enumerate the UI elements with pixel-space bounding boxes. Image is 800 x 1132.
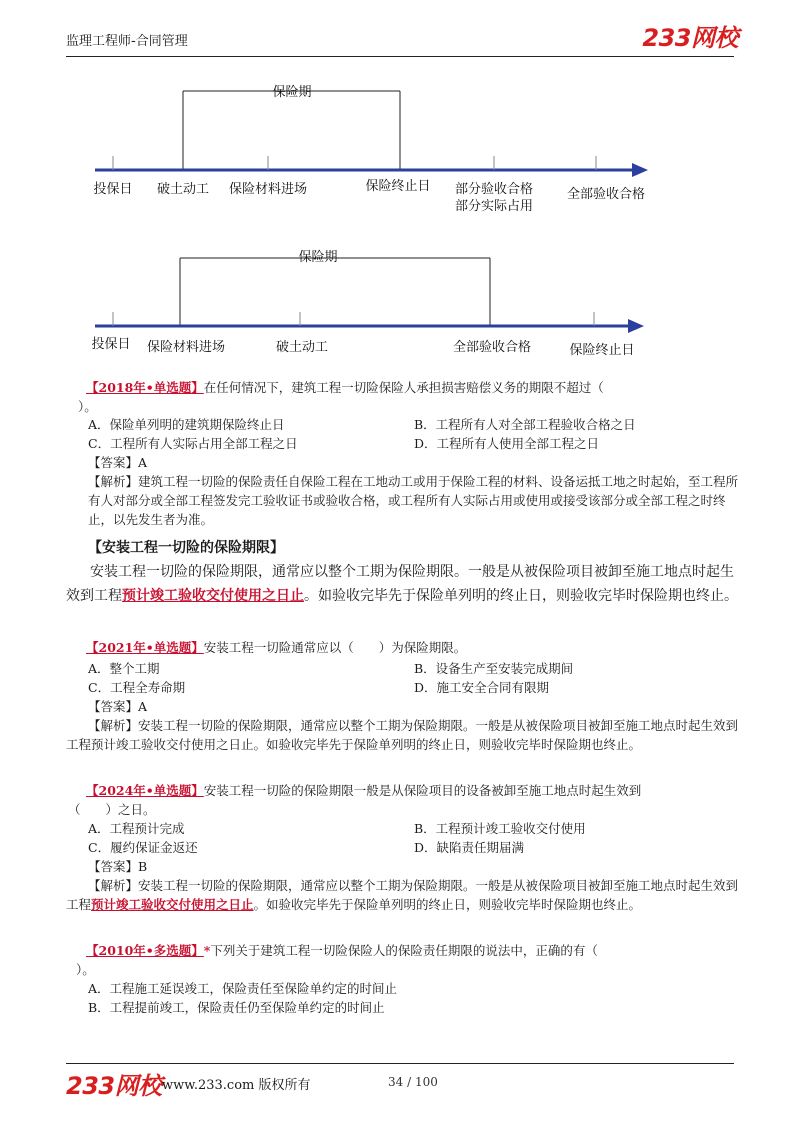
answer: 【答案】B xyxy=(88,859,148,874)
question-2018 xyxy=(86,378,726,397)
option-b: B．工程所有人对全部工程验收合格之日 xyxy=(414,417,636,432)
paragraph-text: 。如验收完毕先于保险单列明的终止日，则验收完毕时保险期也终止。 xyxy=(304,588,738,604)
star-mark: * xyxy=(203,943,211,958)
analysis: 【解析】建筑工程一切险的保险责任自保险工程在工地动工或用于保险工程的材料、设备运抵工地之时起始，至工程所有人对部分或全部工程签发完工验收证书或验收合格，或工程所有人实际占用或使用或接受该部分或全部工程之时终止，以先发生者为准。 xyxy=(88,474,739,527)
section-heading: 【安装工程一切险的保险期限】 xyxy=(88,540,284,556)
watermark xyxy=(295,407,308,417)
timeline-arrow-head xyxy=(632,163,648,177)
question-stem-end: ）。 xyxy=(76,962,95,977)
footer-logo: 233网校 xyxy=(66,1072,162,1100)
option-c: C．履约保证金返还 xyxy=(88,840,198,855)
timeline-label: 部分验收合格 xyxy=(454,182,534,197)
page-number: 34 / 100 xyxy=(388,1075,438,1089)
period-label: 保险期 xyxy=(298,250,338,265)
document-header-title: 监理工程师-合同管理 xyxy=(66,34,188,49)
question-stem: 下列关于建筑工程一切险保险人的保险责任期限的说法中，正确的有（ xyxy=(210,943,598,958)
question-tag: 【2018年•单选题】 xyxy=(86,380,204,395)
timeline-label: 破土动工 xyxy=(156,182,210,197)
option-d: D．缺陷责任期届满 xyxy=(414,840,525,855)
timeline-label: 破土动工 xyxy=(275,340,329,355)
option-a: A．工程施工延误竣工，保险责任至保险单约定的时间止 xyxy=(88,981,398,996)
question-2024 xyxy=(86,781,742,800)
question-2021 xyxy=(86,638,736,657)
footer-site: www.233.com 版权所有 xyxy=(162,1078,311,1093)
question-stem-end: ）。 xyxy=(78,399,97,414)
brand-logo: 233网校 xyxy=(642,24,738,52)
timeline-label: 投保日 xyxy=(93,182,133,197)
option-b: B．工程提前竣工，保险责任仍至保险单约定的时间止 xyxy=(88,1000,385,1015)
question-stem: 安装工程一切险通常应以（ ）为保险期限。 xyxy=(203,640,467,655)
analysis-text: 【解析】安装工程一切险的保险期限，通常应以整个工期为保险期限。一般是从被保险项目被卸至施工地点时起生效到工程 xyxy=(66,878,739,912)
option-a: A．保险单列明的建筑期保险终止日 xyxy=(88,417,285,432)
analysis xyxy=(66,876,742,914)
timeline-label: 全部验收合格 xyxy=(452,340,532,355)
analysis-highlight: 预计竣工验收交付使用之日止 xyxy=(91,897,254,912)
question-tag: 【2024年•单选题】 xyxy=(86,783,204,798)
option-a: A．工程预计完成 xyxy=(88,821,185,836)
timeline-label: 部分实际占用 xyxy=(454,199,534,214)
question-tag: 【2010年•多选题】 xyxy=(86,943,204,958)
timeline-label: 保险终止日 xyxy=(569,343,635,358)
question-stem: 安装工程一切险的保险期限一般是从保险项目的设备被卸至施工地点时起生效到 xyxy=(203,783,642,798)
option-d: D．工程所有人使用全部工程之日 xyxy=(414,436,600,451)
timeline-label: 全部验收合格 xyxy=(566,187,646,202)
timeline-label: 保险材料进场 xyxy=(228,182,308,197)
header-divider xyxy=(66,56,734,57)
footer-divider xyxy=(66,1063,734,1064)
timeline-label: 保险材料进场 xyxy=(146,340,226,355)
question-tag: 【2021年•单选题】 xyxy=(86,640,204,655)
option-b: B．设备生产至安装完成期间 xyxy=(414,661,574,676)
period-label: 保险期 xyxy=(272,85,312,100)
option-c: C．工程全寿命期 xyxy=(88,680,186,695)
question-stem-end: （ ）之日。 xyxy=(68,802,156,817)
timeline-label: 投保日 xyxy=(91,337,131,352)
timeline-label: 保险终止日 xyxy=(365,179,431,194)
option-b: B．工程预计竣工验收交付使用 xyxy=(414,821,586,836)
answer: 【答案】A xyxy=(88,455,148,470)
analysis-text: 。如验收完毕先于保险单列明的终止日，则验收完毕时保险期也终止。 xyxy=(253,897,642,912)
option-c: C．工程所有人实际占用全部工程之日 xyxy=(88,436,298,451)
paragraph-highlight: 预计竣工验收交付使用之日止 xyxy=(122,588,304,604)
answer: 【答案】A xyxy=(88,699,148,714)
option-d: D．施工安全合同有限期 xyxy=(414,680,550,695)
option-a: A．整个工期 xyxy=(88,661,160,676)
timeline-diagram-1 xyxy=(0,70,800,220)
paragraph-text: 安装工程一切险的保险期限，通常应以整个工期为保险期限。一般是从被保险项目被卸至施工地点时起生效到工程 xyxy=(66,564,734,604)
question-2010 xyxy=(86,941,742,960)
timeline-diagram-2 xyxy=(0,240,800,370)
section-paragraph xyxy=(66,560,742,608)
question-stem: 在任何情况下，建筑工程一切险保险人承担损害赔偿义务的期限不超过（ xyxy=(203,380,604,395)
timeline-arrow-head xyxy=(628,319,644,333)
analysis: 【解析】安装工程一切险的保险期限，通常应以整个工期为保险期限。一般是从被保险项目被卸至施工地点时起生效到工程预计竣工验收交付使用之日止。如验收完毕先于保险单列明的终止日，则验收完毕时保险期也终止。 xyxy=(66,718,739,752)
